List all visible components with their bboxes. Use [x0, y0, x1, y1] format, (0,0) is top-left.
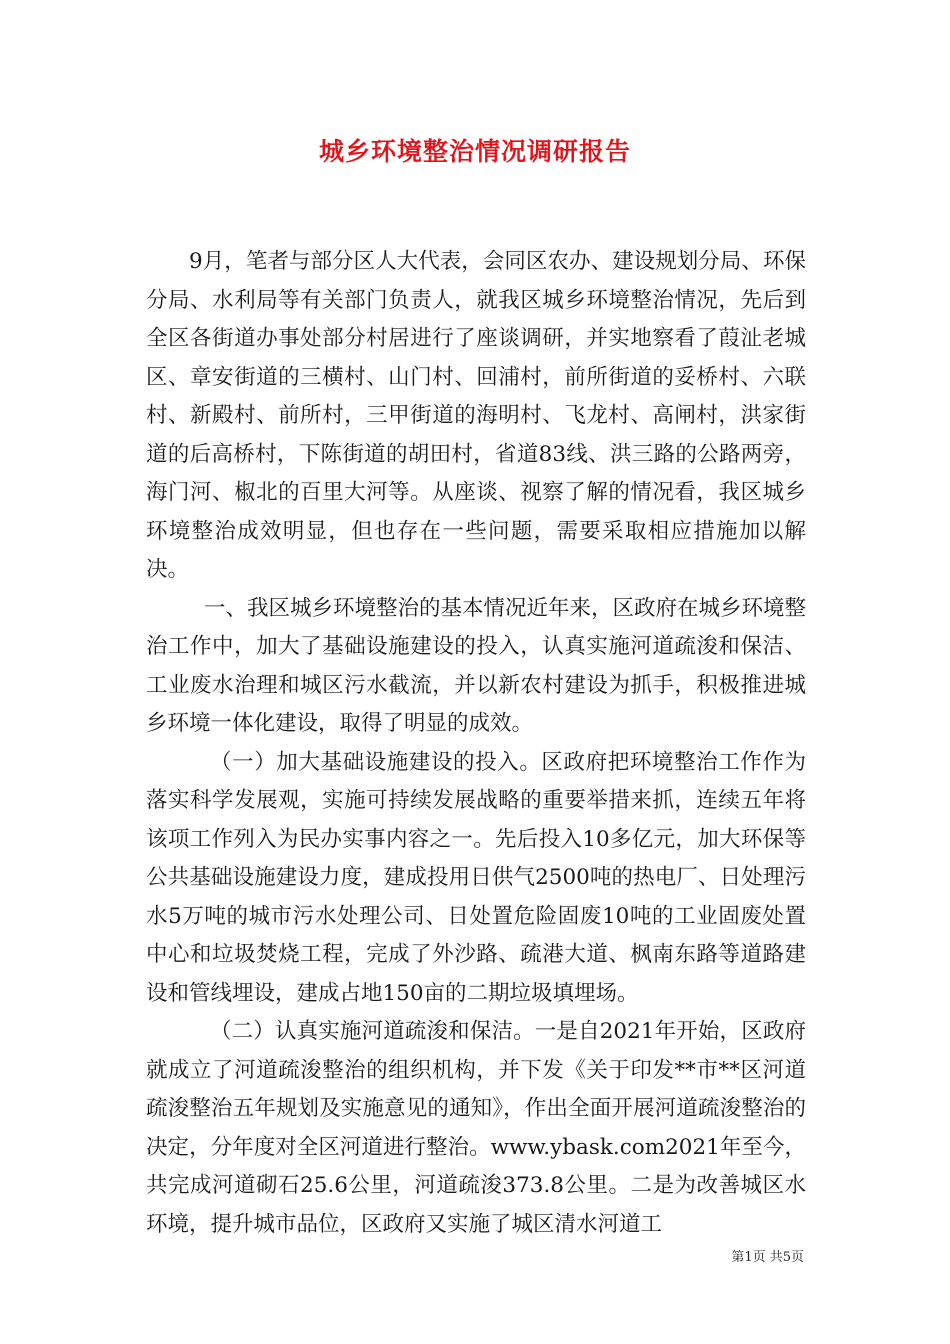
paragraph-subsection-two: （二）认真实施河道疏浚和保洁。一是自2021年开始，区政府就成立了河道疏浚整治的组织机构，并下发《关于印发**市**区河道疏浚整治五年规划及实施意见的通知》，作出全面开展河道疏浚整治的决定，分年度对全区河道进行整治。www.ybask.com2021年至今，共完成河道砌石25.6公里，河道疏浚373.8公里。二是为改善城区水环境，提升城市品位，区政府又实施了城区清水河道工 — [146, 1019, 806, 1237]
document-body — [146, 243, 806, 1244]
paragraph-subsection-one: （一）加大基础设施建设的投入。区政府把环境整治工作作为落实科学发展观，实施可持续发展战略的重要举措来抓，连续五年将该项工作列入为民办实事内容之一。先后投入10多亿元，加大环保等公共基础设施建设力度，建成投用日供气2500吨的热电厂、日处理污水5万吨的城市污水处理公司、日处置危险固废10吨的工业固废处置中心和垃圾焚烧工程，完成了外沙路、疏港大道、枫南东路等道路建设和管线埋设，建成占地150亩的二期垃圾填埋场。 — [146, 749, 806, 1006]
document-title: 城乡环境整治情况调研报告 — [318, 137, 631, 166]
paragraph-intro: 9月，笔者与部分区人大代表，会同区农办、建设规划分局、环保分局、水利局等有关部门负责人，就我区城乡环境整治情况，先后到全区各街道办事处部分村居进行了座谈调研，并实地察看了葭沚老城区、章安街道的三横村、山门村、回浦村，前所街道的妥桥村、六联村、新殿村、前所村，三甲街道的海明村、飞龙村、高闸村，洪家街道的后高桥村，下陈街道的胡田村，省道83线、洪三路的公路两旁，海门河、椒北的百里大河等。从座谈、视察了解的情况看，我区城乡环境整治成效明显，但也存在一些问题，需要采取相应措施加以解决。 — [146, 249, 806, 582]
page-number: 第1页 共5页 — [731, 1250, 804, 1265]
paragraph-section-one: 一、我区城乡环境整治的基本情况近年来，区政府在城乡环境整治工作中，加大了基础设施建设的投入，认真实施河道疏浚和保洁、工业废水治理和城区污水截流，并以新农村建设为抓手，积极推进城乡环境一体化建设，取得了明显的成效。 — [146, 595, 807, 736]
